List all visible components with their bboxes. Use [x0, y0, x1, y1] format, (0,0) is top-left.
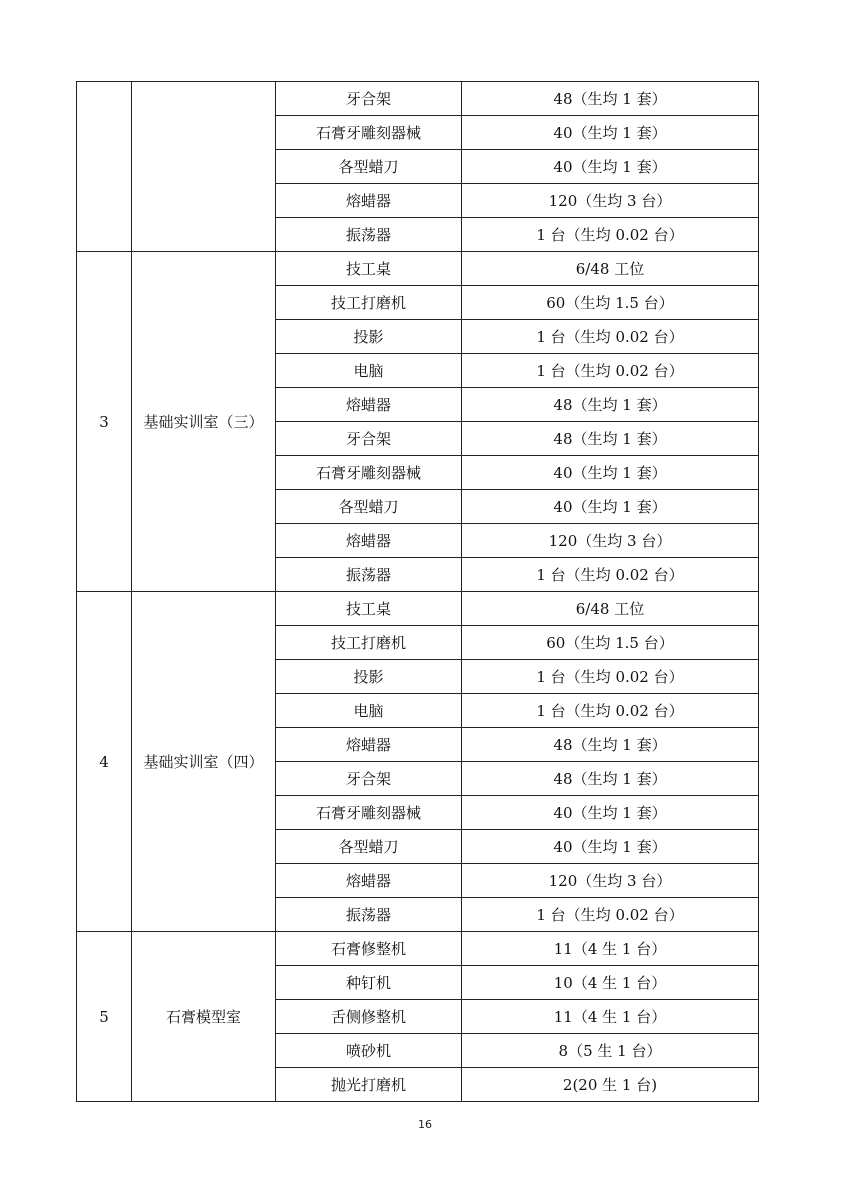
equipment-quantity-cell: 48（生均 1 套） [462, 388, 759, 422]
equipment-quantity-cell: 1 台（生均 0.02 台） [462, 660, 759, 694]
equipment-quantity-cell: 6/48 工位 [462, 252, 759, 286]
equipment-quantity-cell: 40（生均 1 套） [462, 150, 759, 184]
equipment-name-cell: 熔蜡器 [276, 728, 462, 762]
equipment-name-cell: 舌侧修整机 [276, 1000, 462, 1034]
equipment-name-cell: 熔蜡器 [276, 524, 462, 558]
equipment-quantity-cell: 1 台（生均 0.02 台） [462, 694, 759, 728]
equipment-quantity-cell: 1 台（生均 0.02 台） [462, 320, 759, 354]
room-number-cell: 5 [77, 932, 132, 1102]
equipment-name-cell: 投影 [276, 660, 462, 694]
equipment-name-cell: 技工桌 [276, 252, 462, 286]
equipment-name-cell: 振荡器 [276, 558, 462, 592]
equipment-quantity-cell: 2(20 生 1 台) [462, 1068, 759, 1102]
equipment-quantity-cell: 40（生均 1 套） [462, 796, 759, 830]
room-number-cell: 3 [77, 252, 132, 592]
equipment-quantity-cell: 1 台（生均 0.02 台） [462, 218, 759, 252]
equipment-quantity-cell: 1 台（生均 0.02 台） [462, 898, 759, 932]
equipment-name-cell: 熔蜡器 [276, 184, 462, 218]
equipment-name-cell: 牙合架 [276, 422, 462, 456]
room-name-cell: 基础实训室（三） [132, 252, 276, 592]
equipment-name-cell: 振荡器 [276, 898, 462, 932]
equipment-name-cell: 电脑 [276, 694, 462, 728]
equipment-name-cell: 振荡器 [276, 218, 462, 252]
equipment-name-cell: 牙合架 [276, 762, 462, 796]
equipment-name-cell: 石膏牙雕刻器械 [276, 456, 462, 490]
equipment-name-cell: 抛光打磨机 [276, 1068, 462, 1102]
table-row [77, 592, 759, 626]
equipment-quantity-cell: 120（生均 3 台） [462, 524, 759, 558]
equipment-quantity-cell: 6/48 工位 [462, 592, 759, 626]
equipment-name-cell: 石膏修整机 [276, 932, 462, 966]
equipment-name-cell: 电脑 [276, 354, 462, 388]
equipment-name-cell: 石膏牙雕刻器械 [276, 116, 462, 150]
equipment-name-cell: 牙合架 [276, 82, 462, 116]
equipment-quantity-cell: 48（生均 1 套） [462, 728, 759, 762]
equipment-quantity-cell: 40（生均 1 套） [462, 116, 759, 150]
equipment-quantity-cell: 10（4 生 1 台） [462, 966, 759, 1000]
equipment-name-cell: 各型蜡刀 [276, 490, 462, 524]
equipment-name-cell: 各型蜡刀 [276, 150, 462, 184]
equipment-name-cell: 种钉机 [276, 966, 462, 1000]
equipment-quantity-cell: 40（生均 1 套） [462, 456, 759, 490]
equipment-name-cell: 技工打磨机 [276, 286, 462, 320]
table-row [77, 82, 759, 116]
room-name-cell [132, 82, 276, 252]
room-name-cell: 石膏模型室 [132, 932, 276, 1102]
equipment-table-body [77, 82, 759, 1102]
equipment-quantity-cell: 48（生均 1 套） [462, 422, 759, 456]
equipment-name-cell: 各型蜡刀 [276, 830, 462, 864]
equipment-name-cell: 熔蜡器 [276, 388, 462, 422]
page-number: 16 [418, 1118, 432, 1131]
equipment-quantity-cell: 11（4 生 1 台） [462, 932, 759, 966]
equipment-quantity-cell: 60（生均 1.5 台） [462, 286, 759, 320]
equipment-quantity-cell: 48（生均 1 套） [462, 82, 759, 116]
equipment-quantity-cell: 11（4 生 1 台） [462, 1000, 759, 1034]
equipment-quantity-cell: 40（生均 1 套） [462, 830, 759, 864]
room-number-cell [77, 82, 132, 252]
equipment-quantity-cell: 1 台（生均 0.02 台） [462, 354, 759, 388]
equipment-quantity-cell: 120（生均 3 台） [462, 184, 759, 218]
equipment-quantity-cell: 1 台（生均 0.02 台） [462, 558, 759, 592]
equipment-quantity-cell: 8（5 生 1 台） [462, 1034, 759, 1068]
equipment-quantity-cell: 40（生均 1 套） [462, 490, 759, 524]
equipment-name-cell: 喷砂机 [276, 1034, 462, 1068]
table-row [77, 252, 759, 286]
equipment-quantity-cell: 120（生均 3 台） [462, 864, 759, 898]
equipment-table [76, 81, 759, 1102]
equipment-name-cell: 熔蜡器 [276, 864, 462, 898]
equipment-name-cell: 石膏牙雕刻器械 [276, 796, 462, 830]
equipment-name-cell: 投影 [276, 320, 462, 354]
room-number-cell: 4 [77, 592, 132, 932]
equipment-quantity-cell: 48（生均 1 套） [462, 762, 759, 796]
equipment-name-cell: 技工打磨机 [276, 626, 462, 660]
equipment-quantity-cell: 60（生均 1.5 台） [462, 626, 759, 660]
room-name-cell: 基础实训室（四） [132, 592, 276, 932]
equipment-name-cell: 技工桌 [276, 592, 462, 626]
table-row [77, 932, 759, 966]
